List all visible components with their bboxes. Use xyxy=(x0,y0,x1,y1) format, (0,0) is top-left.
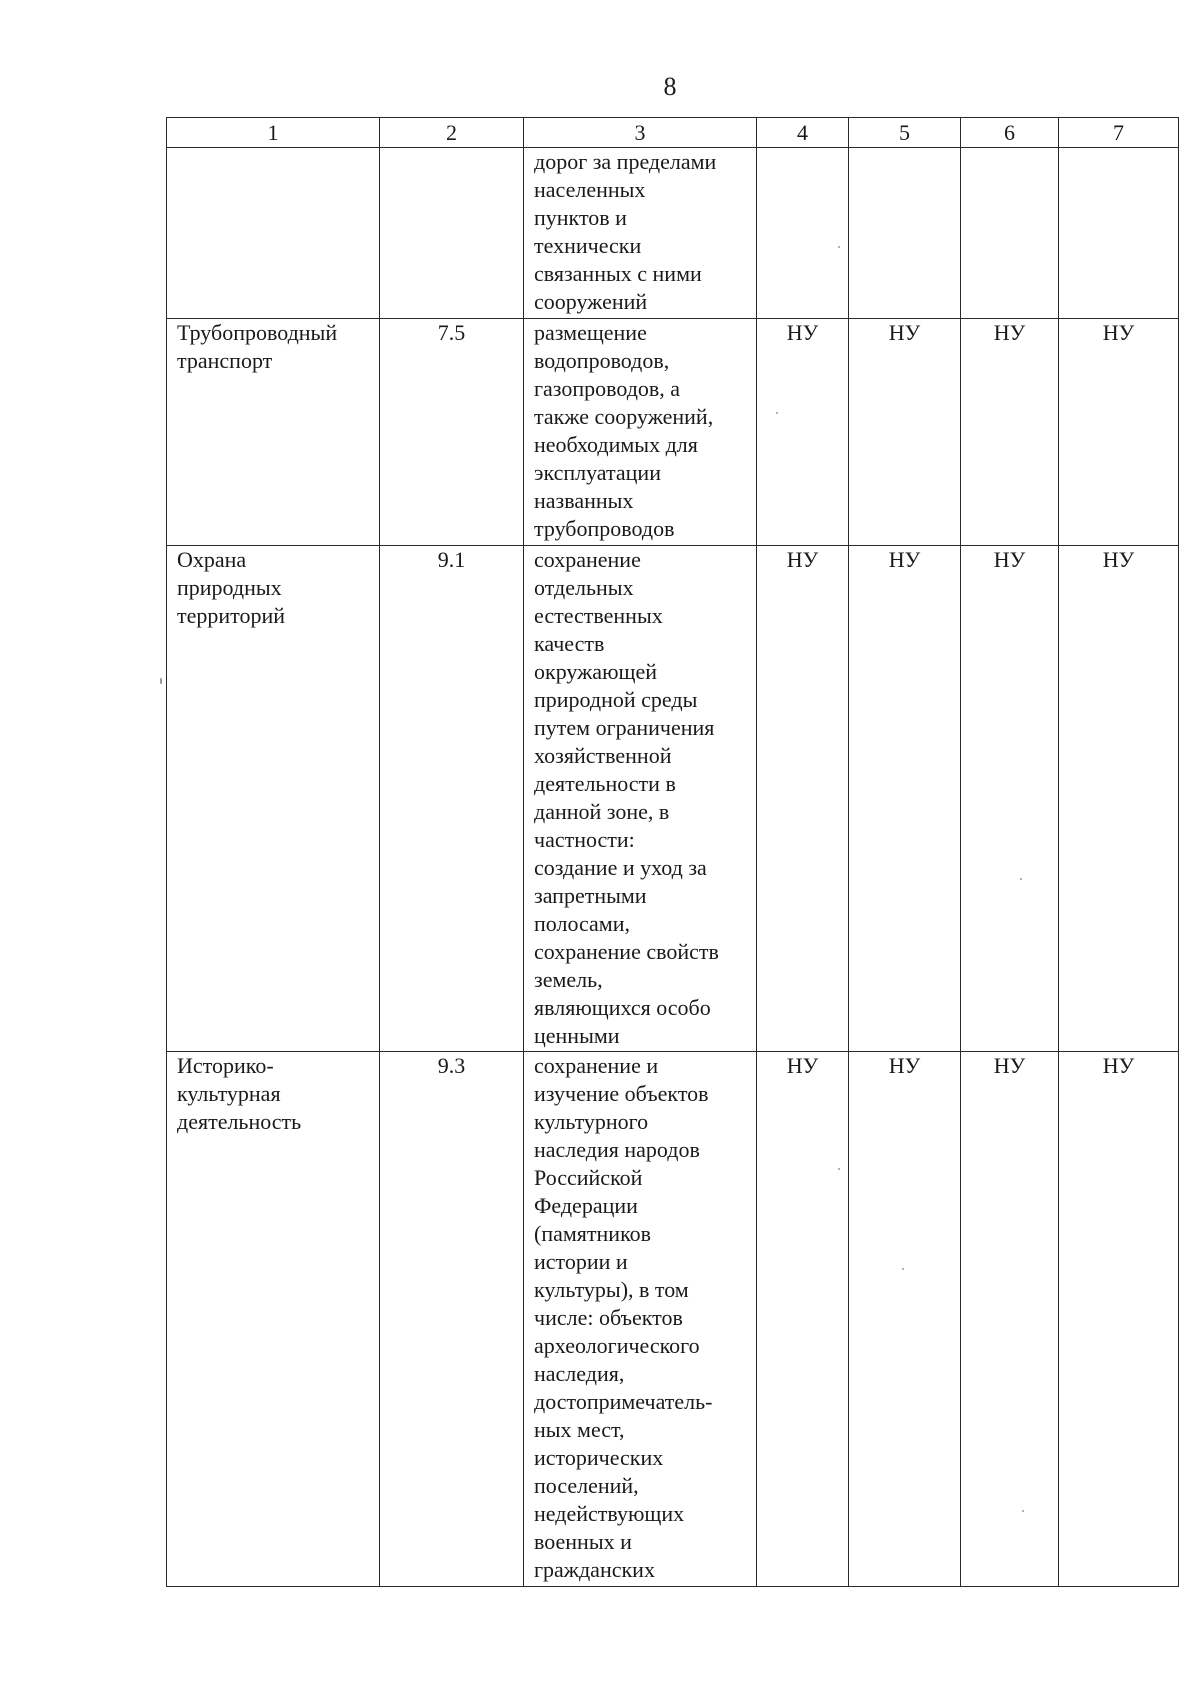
value-col-5 xyxy=(849,148,961,319)
value-col-4 xyxy=(757,148,849,319)
header-col-5: 5 xyxy=(849,118,961,148)
use-type-description: дорог за пределами населенных пунктов и технически связанных с ними сооружений xyxy=(524,148,757,319)
value-col-7: НУ xyxy=(1059,319,1179,546)
use-type-code: 9.3 xyxy=(380,1052,524,1587)
use-type-code: 7.5 xyxy=(380,319,524,546)
use-type-description: размещение водопроводов, газопроводов, а также сооружений, необходимых для эксплуатации названных трубопроводов xyxy=(524,319,757,546)
scan-speck xyxy=(160,678,162,684)
scan-speck xyxy=(1020,878,1022,880)
land-use-table xyxy=(166,117,1179,1587)
use-type-code: 9.1 xyxy=(380,546,524,1052)
use-type-code xyxy=(380,148,524,319)
use-type-name xyxy=(167,148,380,319)
header-row xyxy=(167,118,1179,148)
value-col-6: НУ xyxy=(961,319,1059,546)
use-type-description: сохранение и изучение объектов культурного наследия народов Российской Федерации (памятников истории и культуры), в том числе: объектов археологического наследия, достопримечатель- ных мест, исторических поселений, недействующих военных и гражданских xyxy=(524,1052,757,1587)
header-col-3: 3 xyxy=(524,118,757,148)
value-col-6: НУ xyxy=(961,1052,1059,1587)
header-col-2: 2 xyxy=(380,118,524,148)
table-row xyxy=(167,148,1179,319)
value-col-5: НУ xyxy=(849,1052,961,1587)
scan-speck xyxy=(1022,1510,1024,1512)
table-row xyxy=(167,546,1179,1052)
scan-speck xyxy=(776,412,778,414)
table-row xyxy=(167,1052,1179,1587)
use-type-description: сохранение отдельных естественных качеств окружающей природной среды путем ограничения хозяйственной деятельности в данной зоне, в частности: создание и уход за запретными полосами, сохранение свойств земель, являющихся особо ценными xyxy=(524,546,757,1052)
scan-speck xyxy=(902,1268,904,1270)
page-number: 8 xyxy=(663,72,677,101)
header-col-4: 4 xyxy=(757,118,849,148)
value-col-5: НУ xyxy=(849,319,961,546)
scan-speck xyxy=(838,246,840,248)
value-col-4: НУ xyxy=(757,1052,849,1587)
header-col-7: 7 xyxy=(1059,118,1179,148)
value-col-7: НУ xyxy=(1059,546,1179,1052)
use-type-name: Историко- культурная деятельность xyxy=(167,1052,380,1587)
value-col-4: НУ xyxy=(757,546,849,1052)
use-type-name: Трубопроводный транспорт xyxy=(167,319,380,546)
header-col-6: 6 xyxy=(961,118,1059,148)
value-col-7: НУ xyxy=(1059,1052,1179,1587)
header-col-1: 1 xyxy=(167,118,380,148)
value-col-6 xyxy=(961,148,1059,319)
scan-speck xyxy=(838,1168,840,1170)
use-type-name: Охрана природных территорий xyxy=(167,546,380,1052)
value-col-5: НУ xyxy=(849,546,961,1052)
value-col-7 xyxy=(1059,148,1179,319)
value-col-4: НУ xyxy=(757,319,849,546)
value-col-6: НУ xyxy=(961,546,1059,1052)
table-row xyxy=(167,319,1179,546)
